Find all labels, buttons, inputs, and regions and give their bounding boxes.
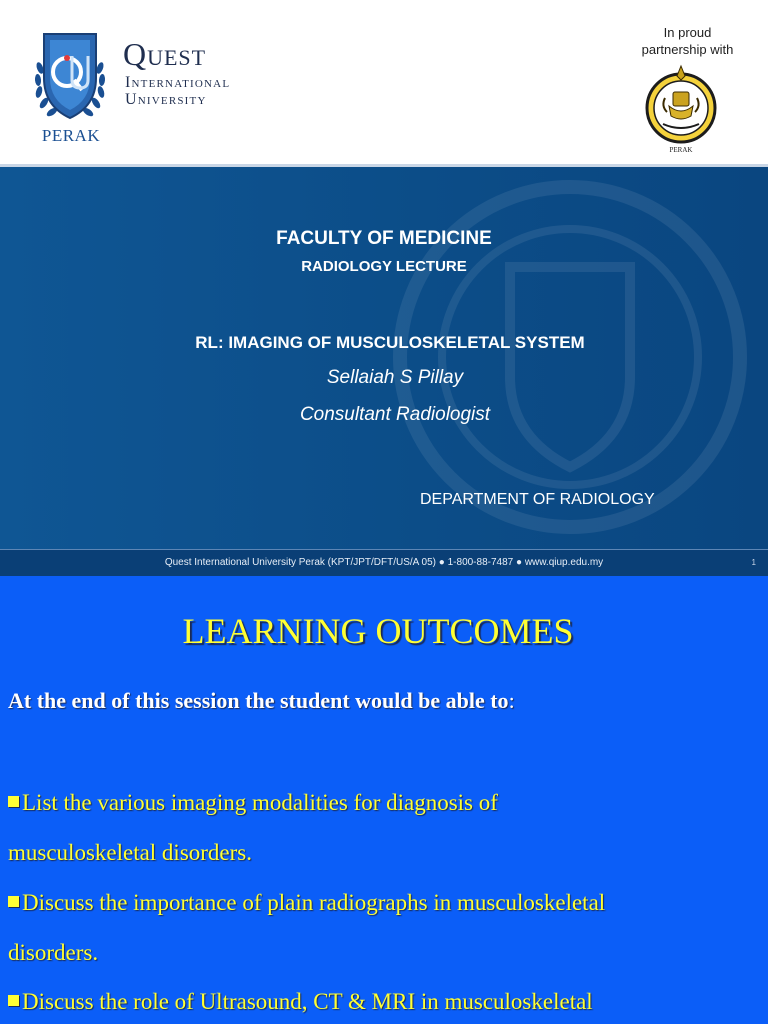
square-bullet-icon (8, 796, 19, 807)
intro-text (8, 688, 515, 714)
outcome-item (8, 890, 605, 916)
lecture-title: RL: IMAGING OF MUSCULOSKELETAL SYSTEM (195, 333, 585, 352)
footer-contact-text: Quest International University Perak (KPT/JPT/DFT/US/A 05) ● 1-800-88-7487 ● www.qiup.edu.my (164, 557, 604, 568)
slide-title: LEARNING OUTCOMES (182, 611, 574, 651)
qiu-name-line2: International (125, 74, 231, 91)
outcome-item (8, 989, 593, 1015)
qiu-name-line3: University (125, 91, 207, 108)
intro-colon: : (508, 688, 515, 713)
outcome-item (8, 790, 498, 816)
outcome-text: Discuss the importance of plain radiographs in musculoskeletal (22, 890, 606, 915)
lecturer-role: Consultant Radiologist (299, 404, 491, 425)
lecturer-name: Sellaiah S Pillay (326, 367, 464, 388)
outcome-continuation: musculoskeletal disorders. (8, 840, 253, 865)
qiu-logo (30, 28, 270, 148)
qiu-name-line1: Quest (123, 36, 207, 72)
faculty-title: FACULTY OF MEDICINE (276, 228, 492, 249)
partnership-line1: In proud (663, 25, 712, 40)
square-bullet-icon (8, 995, 19, 1006)
intro-sentence: At the end of this session the student would be able to (8, 688, 509, 713)
slide-page-number: 1 (751, 558, 756, 567)
slide-footer (0, 549, 768, 576)
outcome-text: List the various imaging modalities for diagnosis of (22, 790, 498, 815)
lecture-type: RADIOLOGY LECTURE (301, 258, 467, 275)
partnership-text (625, 24, 750, 58)
outcome-continuation: disorders. (8, 940, 99, 965)
learning-outcomes-slide (0, 576, 768, 1024)
slide-header (0, 0, 768, 165)
outcome-text: Discuss the role of Ultrasound, CT & MRI in musculoskeletal (22, 989, 593, 1014)
department-name: DEPARTMENT OF RADIOLOGY (420, 491, 655, 508)
perak-state-seal-icon (645, 58, 717, 156)
title-slide-body (0, 167, 768, 549)
seal-label: PERAK (669, 146, 693, 154)
partnership-line2: partnership with (641, 42, 734, 57)
qiu-campus-label: PERAK (41, 126, 101, 145)
square-bullet-icon (8, 896, 19, 907)
